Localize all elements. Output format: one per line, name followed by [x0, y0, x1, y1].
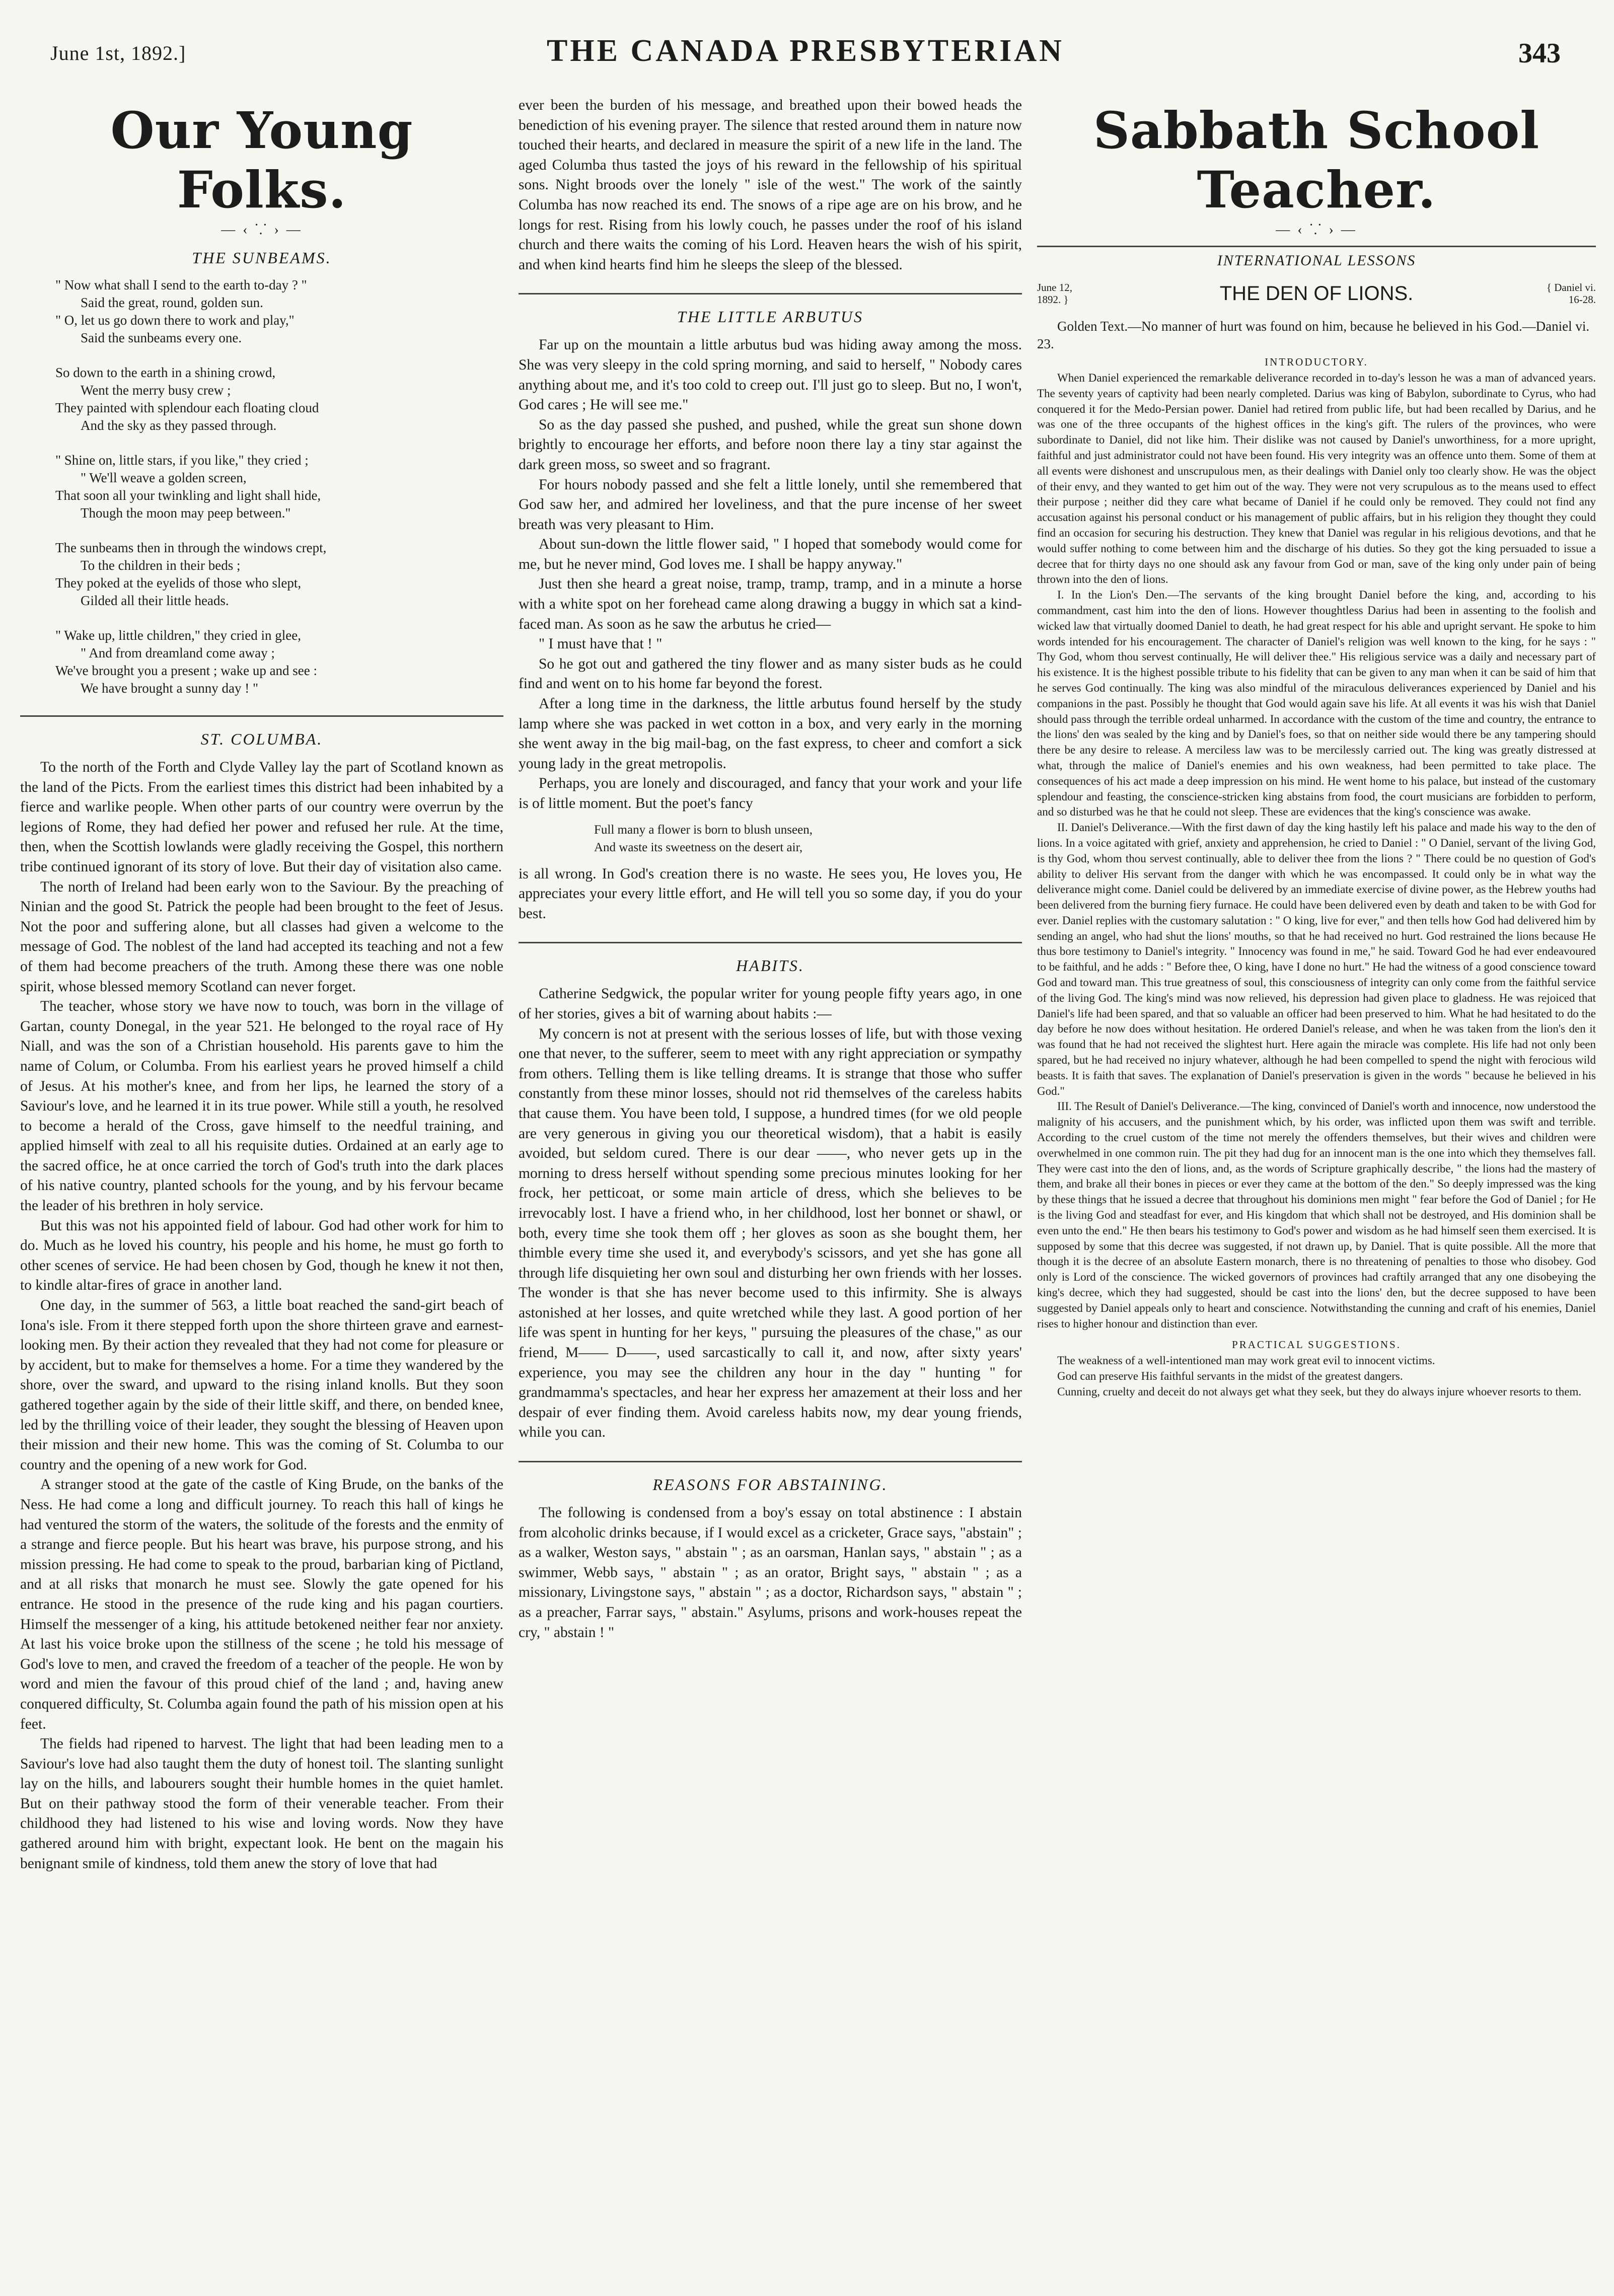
- poem-line: The sunbeams then in through the windows crept,: [55, 540, 327, 555]
- paragraph: I. In the Lion's Den.—The servants of the king brought Daniel before the king, and, according to his commandment, cast him into the den of lions. However thoughtless Darius had been in assenting to the foolish and wicked law that virtually doomed Daniel to death, he had great respect for his able and upright servant. He spoke to him words intended for his encouragement. The character of Daniel's religion was well known to the king, for he says : " Thy God, whom thou servest continually, He will deliver thee." His religious service was a daily and necessary part of his existence. It is the highest possible tribute to his fidelity that can be given to any man when it can be said of him that he serves God continually. The king was also mindful of the miraculous deliverances experienced by Daniel and his companions in the past. Possibly he thought that God would again save his life. At all events it was his wish that Daniel should pass through the terrible ordeal unharmed. In accordance with the custom of the time and country, the entrance to the lions' den was sealed by the king and by Daniel's foes, so that on neither side would there be any tampering should there be any desire to release. A merciless law was to be mercilessly carried out. The king was greatly distressed at what, through the malice of Daniel's enemies and his own weakness, had been permitted to take place. The consequences of his act made a deep impression on his mind. He went home to his palace, but instead of the customary splendour and feasting, the conscience-stricken king abstains from food, the court musicians are forbidden to perform, and so disturbed was he that he could not sleep. These are evidences that the king's conscience was awake.: [1037, 588, 1596, 819]
- lesson-reference: [1547, 281, 1596, 306]
- section-heading-young-folks: Our Young Folks.: [110, 101, 413, 219]
- article-title-reasons: REASONS FOR ABSTAINING.: [519, 1461, 1022, 1494]
- lesson-title: THE DEN OF LIONS.: [1219, 282, 1414, 305]
- poem-line: We have brought a sunny day ! ": [81, 681, 259, 696]
- paragraph: Just then she heard a great noise, tramp, tramp, tramp, and in a minute a horse with a white spot on her forehead came along drawing a buggy in which sat a kind-faced man. As soon as he saw the arbutus he cried—: [519, 576, 1022, 632]
- paragraph: But this was not his appointed field of labour. God had other work for him to do. Much as he loved his country, his people and his home, he must go forth to other scenes of service. He had been chosen by God, though he knew it not then, to kindle altar-fires of grace in another land.: [20, 1217, 503, 1294]
- poem-line: " We'll weave a golden screen,: [81, 470, 247, 485]
- poem-title: THE SUNBEAMS.: [192, 249, 332, 267]
- paragraph: When Daniel experienced the remarkable deliverance recorded in to-day's lesson he was a man of advanced years. The seventy years of captivity had been nearly completed. Darius was king of Babylon, subordinate to Cyrus, who had conquered it for the Medo-Persian power. Daniel had retired from public life, but had been recalled by Darius, and he was one of the three occupants of the highest offices in the king's gift. The rulers of the provinces, who were subordinate to Daniel, did not like him. Their dislike was not caused by Daniel's unworthiness, for a more upright, faithful and just administrator could not have been found. His very integrity was an offence unto them. Some of them at all events were dishonest and unscrupulous men, as their dealings with Daniel only too clearly show. He was the object of their envy, and they wanted to get him out of the way. They were not very scrupulous as to the means used to effect their purpose ; neither did they care what became of Daniel if he could only be removed. They could not find any accusation against his personal conduct or his management of public affairs, but in his religion they thought they could find an occasion for securing his destruction. They knew that Daniel was regular in his religious devotions, and that he would suffer nothing to come between him and the discharge of his duties. So they got the king persuaded to issue a decree that for thirty days no one should ask any favour from God or man, save of the king only under pain of being thrown into the den of lions.: [1037, 372, 1596, 586]
- paragraph: III. The Result of Daniel's Deliverance.—The king, convinced of Daniel's worth and innocence, now understood the malignity of his accusers, and the punishment which, by his order, was inflicted upon them was swift and terrible. According to the cruel custom of the time not merely the offenders themselves, but their wives and children were overwhelmed in one common ruin. The pit they had dug for an innocent man is the one into which they themselves fall. They were cast into the den of lions, and, as the words of Scripture graphically describe, " the lions had the mastery of them, and brake all their bones in pieces or ever they came at the bottom of the den." So deeply impressed was the king by these things that he issued a decree that throughout his dominions men might " fear before the God of Daniel ; for He is the living God and steadfast for ever, and His kingdom that which shall not be destroyed, and His dominion shall be even unto the end." He then bears his testimony to God's power and wisdom as he had himself seen them exercised. It is supposed by some that this decree was suggested, if not drawn up, by Daniel. That is quite possible. All the more that though it is the decree of an absolute Eastern monarch, there is no threatening of penalties to those who disobey. God only is Lord of the conscience. The wicked governors of provinces had craftily arranged that any one disobeying the king's decree, which they had suggested, should be cast into the lions' den, but the decree supposed to have been suggested by Daniel appeals only to heart and conscience. Notwithstanding the cunning and craft of his enemies, Daniel rises to higher honour and distinction than ever.: [1037, 1100, 1596, 1330]
- golden-text: Golden Text.—No manner of hurt was found on him, because he believed in his God.—Daniel vi. 23.: [1037, 319, 1590, 351]
- article-body-habits: [519, 984, 1022, 1443]
- poem-line: So down to the earth in a shining crowd,: [55, 365, 276, 380]
- poem-line: They poked at the eyelids of those who slept,: [55, 575, 302, 590]
- poem-stanza: [55, 364, 503, 434]
- article-body-little-arbutus: [519, 335, 1022, 813]
- issue-date: June 1st, 1892.]: [50, 42, 186, 64]
- article-body-reasons: [519, 1503, 1022, 1643]
- newspaper-title: THE CANADA PRESBYTERIAN: [547, 34, 1064, 68]
- paragraph: The weakness of a well-intentioned man may work great evil to innocent victims.: [1057, 1354, 1435, 1367]
- poem-line: Said the great, round, golden sun.: [81, 295, 263, 310]
- practical-suggestions-heading: PRACTICAL SUGGESTIONS.: [1232, 1339, 1401, 1351]
- paragraph: Perhaps, you are lonely and discouraged, and fancy that your work and your life is of little moment. But the poet's fancy: [519, 775, 1022, 811]
- ornamental-rule: — ‹ ⸪ › —: [1276, 222, 1357, 238]
- quoted-verse: [594, 821, 1022, 856]
- paragraph: After a long time in the darkness, the little arbutus found herself by the study lamp where she was packed in wet cotton in a box, and very early in the morning she went away in the big mail-bag, on the fast express, to cheer and comfort a sick young lady in the great metropolis.: [519, 696, 1022, 772]
- paragraph: Far up on the mountain a little arbutus bud was hiding away among the moss. She was very sleepy in the cold spring morning, and said to herself, " Nobody cares anything about me, and it's too cold to creep out. I'll just go to sleep. But no, I won't, God cares ; He will see me.": [519, 337, 1022, 413]
- column-left: [20, 96, 503, 2280]
- paragraph: For hours nobody passed and she felt a little lonely, until she remembered that God saw her, and admired her loveliness, and that the pure incense of her sweet breath was very pleasant to Him.: [519, 476, 1022, 533]
- paragraph: II. Daniel's Deliverance.—With the first dawn of day the king hastily left his palace and made his way to the den of lions. In a voice agitated with grief, anxiety and apprehension, he cried to Daniel : " O Daniel, servant of the living God, is thy God, whom thou servest continually, able to deliver thee from the lions ? " There could be no question of God's ability to deliver His servant from the danger with which he was encompassed. It could only be in what way the deliverance might come. Daniel could be delivered by an immediate exercise of divine power, as the Hebrew youths had been delivered from the burning fiery furnace. He could have been delivered even by death and taken to be with God for ever. Daniel replies with the customary salutation : " O king, live for ever," and then tells how God had delivered him by sending an angel, who had shut the lions' mouths, so that he had received no hurt. God restrained the lions because He thus bore testimony to Daniel's integrity. " Innocency was found in me," he said. Toward God he had ever endeavoured to be faithful, and he adds : " Before thee, O king, have I done no hurt." He had the witness of a good conscience toward God and toward man. This true greatness of soul, this consciousness of integrity can only come from the faithful service of the living God. The king's mind was now relieved, his depression had given place to gladness. He was rejoiced that Daniel's life had been spared, and that so valuable an officer had been preserved to him. What he had hesitated to do the day before he now does without hesitation. He ordered Daniel's release, and when he was taken from the lion's den it was found that he had not received the slightest hurt. Here again the miracle was complete. His life had not only been spared, but he had received no injury whatever, although he had been compelled to spend the night with ferocious wild beasts. It is faith that saves. The explanation of Daniel's preservation is given in the words " because he believed in his God.": [1037, 821, 1596, 1097]
- article-body-st-columba: [20, 758, 503, 1874]
- lesson-date-line: June 12,: [1037, 281, 1072, 293]
- poem-line: To the children in their beds ;: [81, 558, 241, 573]
- paragraph: Catherine Sedgwick, the popular writer for young people fifty years ago, in one of her stories, gives a bit of warning about habits :—: [519, 986, 1022, 1022]
- section-heading-sabbath-school: Sabbath School Teacher.: [1093, 101, 1540, 219]
- paragraph: The teacher, whose story we have now to touch, was born in the village of Gartan, county Donegal, in the year 521. He belonged to the royal race of Hy Niall, and was the son of a Christian household. His parents gave to him the name of Colum, or Columba. From his earliest years he proved himself a child of Jesus. At his mother's knee, and from her lips, he learned the story of a Saviour's love, and he learned it in its true power. While still a youth, he resolved to become a herald of the Cross, gave himself to the needful training, and applied himself with zeal to all his requisite duties. Ordained at an early age to the sacred office, he at once carried the torch of God's truth into the dark places of his native country, planted schools for the young, and by his fervour became the leader of his brethren in holy service.: [20, 998, 503, 1214]
- paragraph: My concern is not at present with the serious losses of life, but with those vexing one that never, to the sufferer, seem to meet with any right appreciation or sympathy from others. Telling them is like telling dreams. It is strange that those who suffer constantly from these minor losses, should not rid themselves of the careless habits that cause them. You have been told, I suppose, a hundred times (for we old people are very generous in giving you our theoretical wisdom), that a habit is easily avoided, but seldom cured. There is our dear ——, who never gets up in the morning to dress herself without spending some precious minutes looking for her frock, her petticoat, or some main article of dress, which she believes to be irrevocably lost. I have a friend who, in her childhood, lost her bonnet or shawl, or both, every time she took them off ; her gloves as soon as she bought them, her thimble every time she used it, and everybody's scissors, and yet she has gone all through life disquieting her own soul and disturbing her own friends with her losses. The wonder is that she has never become used to this infirmity. She is always astonished at her losses, and quite wretched while they last. A good portion of her life was spent in hunting for her keys, " pursuing the pleasures of the chase," as our friend, M—— D——, used sarcastically to call it, and now, after sixty years' experience, you may see the children any hour in the day " hunting " for grandmamma's spectacles, and hear her express her amazement at their loss and her despair of ever finding them. Avoid careless habits now, my dear young friends, while you can.: [519, 1025, 1022, 1441]
- column-middle: [519, 96, 1022, 2280]
- paragraph: " I must have that ! ": [539, 636, 663, 652]
- poem-line: That soon all your twinkling and light shall hide,: [55, 488, 321, 503]
- paragraph: The north of Ireland had been early won to the Saviour. By the preaching of Ninian and the good St. Patrick the people had been brought to the feet of Jesus. Not the poor and suffering alone, but all classes had given a welcome to the message of God. The noblest of the land had accepted its teaching and not a few of them had become preachers of the truth. Among these there was one noble spirit, whose blessed memory Scotland can never forget.: [20, 878, 503, 995]
- poem-line: Though the moon may peep between.": [81, 505, 291, 521]
- poem-line: Gilded all their little heads.: [81, 593, 229, 608]
- poem-stanza: [55, 452, 503, 522]
- paragraph: A stranger stood at the gate of the castle of King Brude, on the banks of the Ness. He had come a long and difficult journey. To reach this hall of kings he had ventured the storm of the waters, the solitude of the forests and the enmity of a strange and fierce people. But his heart was brave, his purpose strong, and his mission pressing. He had come to speak to the proud, barbarian king of Pictland, and at all risks that monarch he must see. Slowly the gate opened for his entrance. He stood in the presence of the rude king and his pagan courtiers. Himself the messenger of a king, his attitude betokened neither fear nor anxiety. At last his voice broke upon the stillness of the scene ; he told his message of God's love to men, and craved the freedom of a teacher of the people. He won by word and mien the favour of this proud chief of the land ; and, having anew conquered difficulty, St. Columba again found the path of his mission open at his feet.: [20, 1476, 503, 1732]
- article-title-habits: HABITS.: [519, 942, 1022, 975]
- article-body-st-columba-continued: [519, 96, 1022, 275]
- paragraph: To the north of the Forth and Clyde Valley lay the part of Scotland known as the land of the Picts. From the earliest times this district had been inhabited by a fierce and warlike people. When other parts of our country were overrun by the legions of Rome, they had defied her power and refused her rule. At the time, then, when the Scottish lowlands were gladly receiving the Gospel, this northern tribe continued ignorant of its story of love. But their day of visitation also came.: [20, 759, 503, 875]
- paragraph: ever been the burden of his message, and breathed upon their bowed heads the benediction of his evening prayer. The silence that rested around them in nature now touched their hearts, and declared in measure the spirit of a new life in the land. The aged Columba thus tasted the joys of his reward in the fellowship of his spiritual sons. Night broods over the lonely " isle of the west." The work of the saintly Columba has now reached its end. The snows of a ripe age are on his brow, and he longs for rest. Rising from his lowly couch, he passes under the roof of his island church and there waits the coming of his Lord. Heaven hears the wish of his spirit, and when kind hearts find him he sleeps the sleep of the blessed.: [519, 97, 1022, 273]
- lesson-date-line: 1892. }: [1037, 293, 1069, 306]
- poem-stanza: [55, 627, 503, 697]
- lesson-reference-line: 16-28.: [1568, 293, 1596, 306]
- poem-line: " And from dreamland come away ;: [81, 645, 275, 660]
- paragraph: The following is condensed from a boy's essay on total abstinence : I abstain from alcoholic drinks because, if I would excel as a cricketer, Grace says, "abstain" ; as a walker, Weston says, " abstain " ; as an oarsman, Hanlan says, " abstain " ; as a swimmer, Webb says, " abstain " ; as an orator, Bright says, " abstain " ; as a missionary, Livingstone says, " abstain " ; as a doctor, Richardson says, " abstain " ; as a preacher, Farrar says, " abstain." Asylums, prisons and work-houses repeat the cry, " abstain ! ": [519, 1505, 1022, 1641]
- poem-line: They painted with splendour each floating cloud: [55, 400, 319, 415]
- poem-line: And waste its sweetness on the desert air,: [594, 840, 803, 854]
- paragraph: So he got out and gathered the tiny flower and as many sister buds as he could find and went on to his home far beyond the forest.: [519, 655, 1022, 692]
- paragraph: is all wrong. In God's creation there is no waste. He sees you, He loves you, He appreciates your every little effort, and He will tell you so some day, if you do your best.: [519, 865, 1022, 922]
- poem-stanza: [55, 276, 503, 347]
- page-header: [50, 30, 1561, 76]
- poem-line: Said the sunbeams every one.: [81, 330, 242, 345]
- sunbeams-poem: [55, 276, 503, 697]
- lesson-heading-row: [1037, 279, 1596, 315]
- column-right: [1037, 96, 1596, 2280]
- paragraph: The fields had ripened to harvest. The light that had been leading men to a Saviour's love had also taught them the duty of honest toil. The slanting sunlight lay on the hills, and labourers sought their humble homes in the quiet hamlet. But on their pathway stood the form of their venerable teacher. From their childhood they had listened to his wise and loving words. Now they have gathered around him with bright, expectant look. He bent on the magain his benignant smile of kindness, told them anew the story of love that had: [20, 1736, 503, 1872]
- ornamental-rule: — ‹ ⸪ › —: [221, 222, 303, 238]
- practical-suggestions: [1037, 1353, 1596, 1399]
- poem-line: Full many a flower is born to blush unseen,: [594, 823, 813, 837]
- poem-line: " Now what shall I send to the earth to-day ? ": [55, 277, 307, 292]
- article-title-little-arbutus: THE LITTLE ARBUTUS: [519, 293, 1022, 326]
- paragraph: Cunning, cruelty and deceit do not always get what they seek, but they do always injure whoever resorts to them.: [1057, 1385, 1582, 1398]
- poem-line: " Wake up, little children," they cried in glee,: [55, 628, 301, 643]
- lesson-body: [1037, 371, 1596, 1331]
- poem-line: We've brought you a present ; wake up and see :: [55, 663, 318, 678]
- article-title-st-columba: ST. COLUMBA.: [20, 715, 503, 749]
- paragraph: About sun-down the little flower said, " I hoped that somebody would come for me, but he never mind, God loves me. I shall be happy anyway.": [519, 536, 1022, 572]
- poem-line: Went the merry busy crew ;: [81, 383, 231, 398]
- page-number: 343: [1518, 38, 1561, 69]
- paragraph: One day, in the summer of 563, a little boat reached the sand-girt beach of Iona's isle. From it there stepped forth upon the shore thirteen grave and earnest-looking men. By their action they revealed that they had not come for pleasure or by accident, but to make for themselves a home. For a time they wandered by the shore, over the sward, and upward to the rising inland knolls. But they soon gathered together again by the side of their little skiff, and there, on bended knee, led by the thrilling voice of their leader, they sought the blessing of Heaven upon their mission and their new home. This was the coming of St. Columba to our country and the opening of a new work for God.: [20, 1297, 503, 1473]
- paragraph: God can preserve His faithful servants in the midst of the greatest dangers.: [1057, 1370, 1403, 1383]
- poem-stanza: [55, 539, 503, 610]
- introductory-heading: INTRODUCTORY.: [1265, 356, 1368, 368]
- poem-line: " Shine on, little stars, if you like," they cried ;: [55, 453, 309, 468]
- poem-line: And the sky as they passed through.: [81, 418, 277, 433]
- paragraph: So as the day passed she pushed, and pushed, while the great sun shone down brightly to encourage her efforts, and before noon there lay a tiny star against the dark green moss, so sweet and so fragrant.: [519, 416, 1022, 473]
- international-lessons-label: INTERNATIONAL LESSONS: [1037, 246, 1596, 269]
- lesson-reference-line: { Daniel vi.: [1546, 281, 1596, 293]
- poem-line: " O, let us go down there to work and play,": [55, 313, 295, 328]
